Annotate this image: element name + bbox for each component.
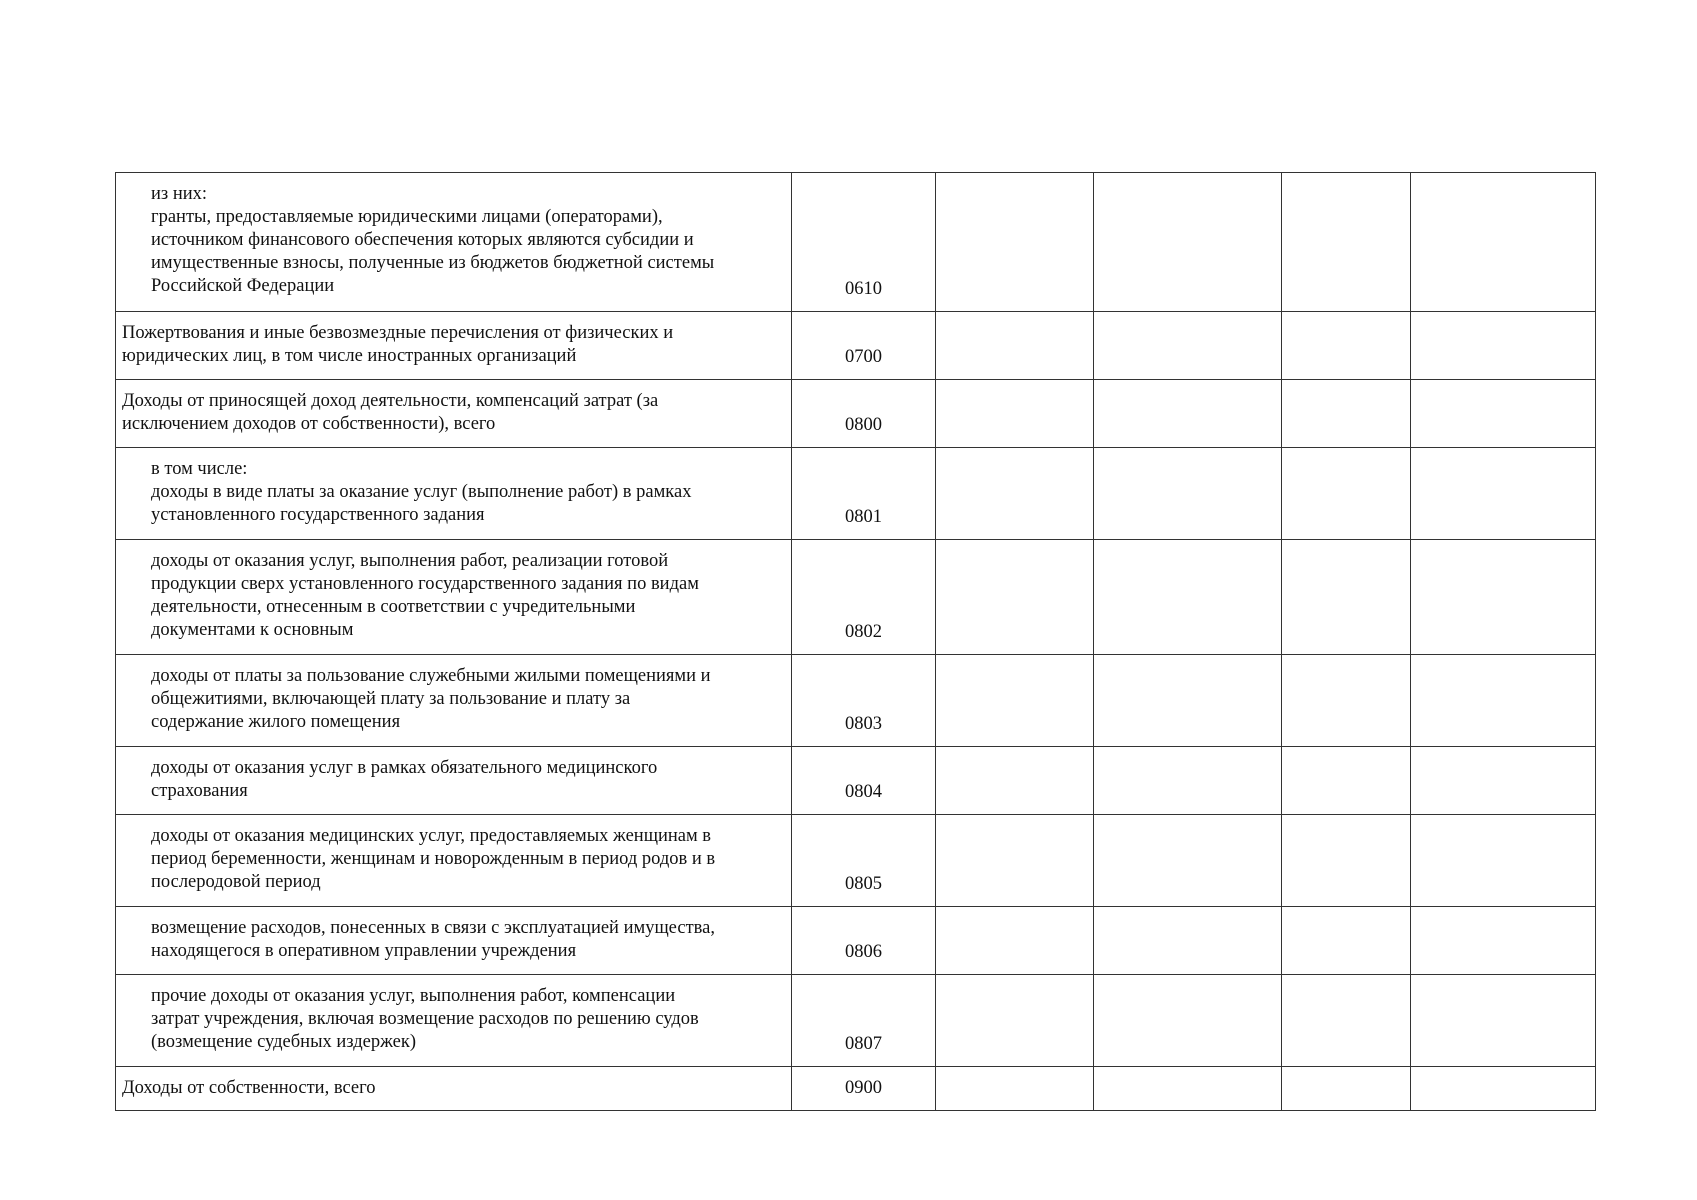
row-code: 0801	[792, 448, 936, 540]
value-cell	[936, 312, 1094, 380]
value-cell	[1282, 540, 1411, 655]
row-code: 0804	[792, 747, 936, 815]
value-cell	[936, 815, 1094, 907]
description-line: (возмещение судебных издержек)	[151, 1032, 417, 1052]
value-cell	[936, 747, 1094, 815]
description-line: доходы в виде платы за оказание услуг (выполнение работ) в рамках	[151, 482, 692, 502]
row-description	[116, 1067, 792, 1111]
row-description	[116, 312, 792, 380]
value-cell	[936, 448, 1094, 540]
row-code: 0806	[792, 907, 936, 975]
value-cell	[936, 1067, 1094, 1111]
value-cell	[1411, 540, 1596, 655]
row-description	[116, 655, 792, 747]
row-code: 0610	[792, 173, 936, 312]
description-line: содержание жилого помещения	[151, 712, 401, 732]
table-body	[116, 173, 1596, 1111]
description-line: доходы от платы за пользование служебными жилыми помещениями и	[151, 666, 711, 686]
value-cell	[1282, 448, 1411, 540]
row-description	[116, 975, 792, 1067]
description-line: источником финансового обеспечения которых являются субсидии и	[151, 230, 694, 250]
description-line: период беременности, женщинам и новорожденным в период родов и в	[151, 849, 716, 869]
description-line: из них:	[151, 184, 208, 204]
description-line: доходы от оказания медицинских услуг, предоставляемых женщинам в	[151, 826, 712, 846]
row-code: 0803	[792, 655, 936, 747]
description-line: в том числе:	[151, 459, 248, 479]
value-cell	[1094, 173, 1282, 312]
row-description	[116, 540, 792, 655]
table-row	[116, 173, 1596, 312]
row-description	[116, 907, 792, 975]
value-cell	[1094, 448, 1282, 540]
value-cell	[936, 380, 1094, 448]
description-line: Пожертвования и иные безвозмездные перечисления от физических и	[122, 323, 674, 343]
row-code: 0800	[792, 380, 936, 448]
value-cell	[1282, 815, 1411, 907]
row-code: 0900	[792, 1067, 936, 1111]
value-cell	[936, 975, 1094, 1067]
description-line: деятельности, отнесенным в соответствии с учредительными	[151, 597, 636, 617]
description-line: доходы от оказания услуг в рамках обязательного медицинского	[151, 758, 658, 778]
description-line: Доходы от собственности, всего	[122, 1078, 376, 1098]
description-line: Российской Федерации	[151, 276, 335, 296]
value-cell	[1094, 655, 1282, 747]
value-cell	[1411, 380, 1596, 448]
table-row	[116, 747, 1596, 815]
row-code: 0805	[792, 815, 936, 907]
value-cell	[1282, 975, 1411, 1067]
table-row	[116, 815, 1596, 907]
row-description	[116, 815, 792, 907]
row-code: 0807	[792, 975, 936, 1067]
value-cell	[1411, 312, 1596, 380]
value-cell	[936, 655, 1094, 747]
value-cell	[1094, 1067, 1282, 1111]
description-line: Доходы от приносящей доход деятельности, компенсаций затрат (за	[122, 391, 659, 411]
description-line: юридических лиц, в том числе иностранных организаций	[122, 346, 577, 366]
value-cell	[1094, 540, 1282, 655]
value-cell	[1282, 173, 1411, 312]
description-line: общежитиями, включающей плату за пользование и плату за	[151, 689, 631, 709]
description-line: страхования	[151, 781, 248, 801]
value-cell	[936, 907, 1094, 975]
row-description	[116, 448, 792, 540]
description-line: исключением доходов от собственности), всего	[122, 414, 496, 434]
description-line: прочие доходы от оказания услуг, выполнения работ, компенсации	[151, 986, 676, 1006]
row-description	[116, 380, 792, 448]
value-cell	[1282, 747, 1411, 815]
income-table	[115, 172, 1596, 1111]
table-row	[116, 975, 1596, 1067]
value-cell	[1411, 975, 1596, 1067]
description-line: гранты, предоставляемые юридическими лицами (операторами),	[151, 207, 663, 227]
row-description	[116, 747, 792, 815]
description-line: продукции сверх установленного государственного задания по видам	[151, 574, 699, 594]
description-line: документами к основным	[151, 620, 354, 640]
table-row	[116, 1067, 1596, 1111]
row-code: 0700	[792, 312, 936, 380]
value-cell	[1094, 907, 1282, 975]
value-cell	[1094, 747, 1282, 815]
value-cell	[1094, 815, 1282, 907]
value-cell	[1094, 975, 1282, 1067]
value-cell	[1411, 448, 1596, 540]
table-row	[116, 312, 1596, 380]
value-cell	[1411, 747, 1596, 815]
value-cell	[1094, 312, 1282, 380]
value-cell	[1411, 1067, 1596, 1111]
description-line: возмещение расходов, понесенных в связи с эксплуатацией имущества,	[151, 918, 715, 938]
description-line: имущественные взносы, полученные из бюджетов бюджетной системы	[151, 253, 715, 273]
value-cell	[1411, 907, 1596, 975]
table-row	[116, 380, 1596, 448]
table-row	[116, 655, 1596, 747]
description-line: установленного государственного задания	[151, 505, 485, 525]
value-cell	[1411, 655, 1596, 747]
value-cell	[1282, 907, 1411, 975]
value-cell	[1282, 655, 1411, 747]
description-line: доходы от оказания услуг, выполнения работ, реализации готовой	[151, 551, 669, 571]
value-cell	[1282, 312, 1411, 380]
value-cell	[1411, 815, 1596, 907]
description-line: находящегося в оперативном управлении учреждения	[151, 941, 577, 961]
value-cell	[1282, 380, 1411, 448]
table-row	[116, 540, 1596, 655]
description-line: послеродовой период	[151, 872, 321, 892]
row-code: 0802	[792, 540, 936, 655]
value-cell	[1094, 380, 1282, 448]
value-cell	[936, 173, 1094, 312]
value-cell	[1411, 173, 1596, 312]
row-description	[116, 173, 792, 312]
value-cell	[936, 540, 1094, 655]
value-cell	[1282, 1067, 1411, 1111]
description-line: затрат учреждения, включая возмещение расходов по решению судов	[151, 1009, 699, 1029]
table-row	[116, 448, 1596, 540]
table-row	[116, 907, 1596, 975]
